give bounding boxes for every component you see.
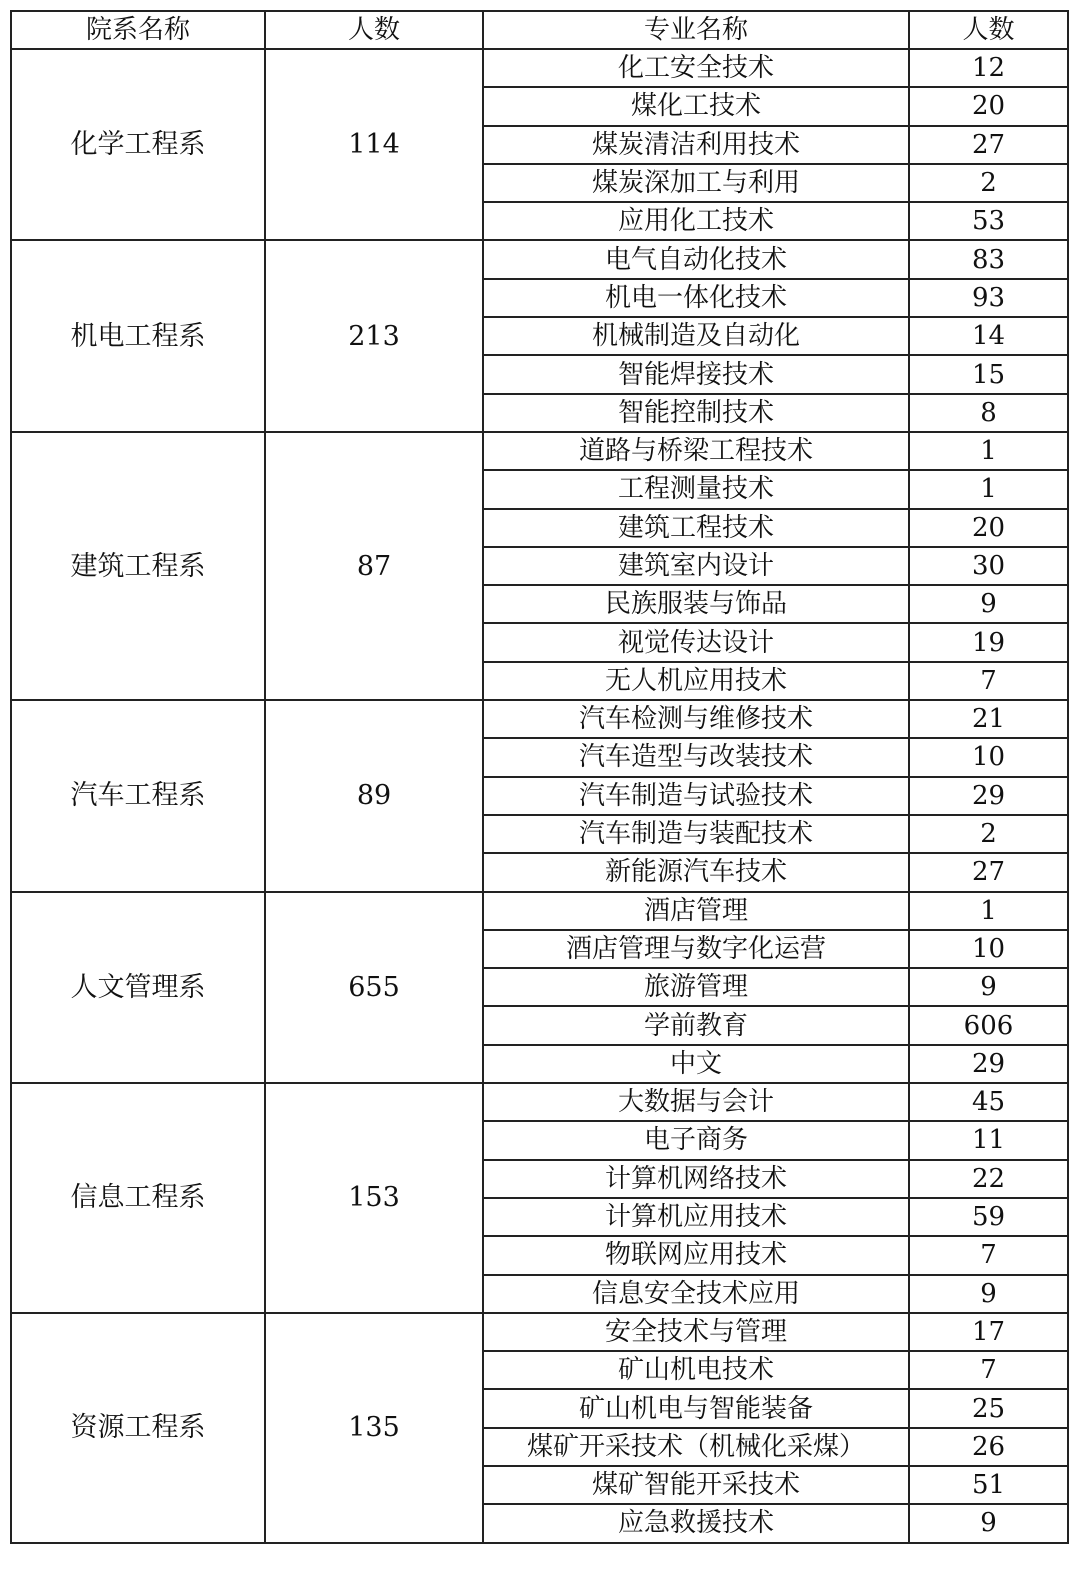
- header-major-name: 专业名称: [483, 11, 909, 49]
- major-name-cell: 学前教育: [483, 1006, 909, 1044]
- major-count-cell: 27: [909, 126, 1068, 164]
- major-count-cell: 9: [909, 1504, 1068, 1542]
- major-name-cell: 大数据与会计: [483, 1083, 909, 1121]
- major-count-cell: 1: [909, 432, 1068, 470]
- major-name-cell: 电气自动化技术: [483, 240, 909, 278]
- major-count-cell: 11: [909, 1121, 1068, 1159]
- header-department-name: 院系名称: [11, 11, 265, 49]
- major-name-cell: 煤化工技术: [483, 87, 909, 125]
- major-count-cell: 29: [909, 1045, 1068, 1083]
- major-count-cell: 20: [909, 509, 1068, 547]
- major-count-cell: 9: [909, 585, 1068, 623]
- department-count-cell: 114: [265, 49, 483, 240]
- major-name-cell: 计算机应用技术: [483, 1198, 909, 1236]
- department-name-cell: 机电工程系: [11, 240, 265, 431]
- major-count-cell: 25: [909, 1389, 1068, 1427]
- table-header: [11, 11, 1068, 49]
- table-row: [11, 240, 1068, 278]
- major-count-cell: 9: [909, 1275, 1068, 1313]
- major-name-cell: 酒店管理与数字化运营: [483, 930, 909, 968]
- header-row: [11, 11, 1068, 49]
- table-row: [11, 700, 1068, 738]
- major-name-cell: 信息安全技术应用: [483, 1275, 909, 1313]
- major-count-cell: 19: [909, 623, 1068, 661]
- major-count-cell: 83: [909, 240, 1068, 278]
- major-name-cell: 机电一体化技术: [483, 279, 909, 317]
- department-name-cell: 人文管理系: [11, 892, 265, 1083]
- major-name-cell: 汽车造型与改装技术: [483, 738, 909, 776]
- major-name-cell: 矿山机电与智能装备: [483, 1389, 909, 1427]
- major-name-cell: 酒店管理: [483, 892, 909, 930]
- major-count-cell: 53: [909, 202, 1068, 240]
- major-name-cell: 旅游管理: [483, 968, 909, 1006]
- major-name-cell: 智能控制技术: [483, 394, 909, 432]
- department-count-cell: 135: [265, 1313, 483, 1543]
- major-name-cell: 新能源汽车技术: [483, 853, 909, 891]
- major-name-cell: 建筑室内设计: [483, 547, 909, 585]
- major-name-cell: 化工安全技术: [483, 49, 909, 87]
- department-name-cell: 汽车工程系: [11, 700, 265, 891]
- major-count-cell: 12: [909, 49, 1068, 87]
- major-count-cell: 59: [909, 1198, 1068, 1236]
- major-name-cell: 安全技术与管理: [483, 1313, 909, 1351]
- major-count-cell: 1: [909, 892, 1068, 930]
- major-count-cell: 51: [909, 1466, 1068, 1504]
- major-count-cell: 8: [909, 394, 1068, 432]
- header-major-count: 人数: [909, 11, 1068, 49]
- major-count-cell: 606: [909, 1006, 1068, 1044]
- major-count-cell: 14: [909, 317, 1068, 355]
- major-count-cell: 17: [909, 1313, 1068, 1351]
- major-name-cell: 物联网应用技术: [483, 1236, 909, 1274]
- major-count-cell: 26: [909, 1428, 1068, 1466]
- enrollment-table: [10, 10, 1069, 1544]
- major-name-cell: 智能焊接技术: [483, 355, 909, 393]
- table-body: [11, 49, 1068, 1543]
- department-count-cell: 655: [265, 892, 483, 1083]
- major-count-cell: 45: [909, 1083, 1068, 1121]
- major-name-cell: 工程测量技术: [483, 470, 909, 508]
- major-name-cell: 煤炭清洁利用技术: [483, 126, 909, 164]
- major-name-cell: 无人机应用技术: [483, 662, 909, 700]
- major-name-cell: 应急救援技术: [483, 1504, 909, 1542]
- major-count-cell: 27: [909, 853, 1068, 891]
- department-count-cell: 89: [265, 700, 483, 891]
- major-count-cell: 7: [909, 1236, 1068, 1274]
- department-name-cell: 资源工程系: [11, 1313, 265, 1543]
- table-row: [11, 1083, 1068, 1121]
- department-count-cell: 213: [265, 240, 483, 431]
- major-name-cell: 建筑工程技术: [483, 509, 909, 547]
- major-name-cell: 煤矿智能开采技术: [483, 1466, 909, 1504]
- major-name-cell: 矿山机电技术: [483, 1351, 909, 1389]
- major-name-cell: 煤炭深加工与利用: [483, 164, 909, 202]
- major-name-cell: 民族服装与饰品: [483, 585, 909, 623]
- table-row: [11, 1313, 1068, 1351]
- major-name-cell: 汽车检测与维修技术: [483, 700, 909, 738]
- major-count-cell: 2: [909, 815, 1068, 853]
- major-name-cell: 电子商务: [483, 1121, 909, 1159]
- table-row: [11, 892, 1068, 930]
- department-name-cell: 建筑工程系: [11, 432, 265, 700]
- table-row: [11, 432, 1068, 470]
- major-count-cell: 10: [909, 738, 1068, 776]
- department-count-cell: 153: [265, 1083, 483, 1313]
- major-count-cell: 29: [909, 777, 1068, 815]
- major-count-cell: 7: [909, 662, 1068, 700]
- major-name-cell: 视觉传达设计: [483, 623, 909, 661]
- major-count-cell: 20: [909, 87, 1068, 125]
- major-name-cell: 汽车制造与装配技术: [483, 815, 909, 853]
- major-name-cell: 煤矿开采技术（机械化采煤）: [483, 1428, 909, 1466]
- major-name-cell: 应用化工技术: [483, 202, 909, 240]
- major-count-cell: 22: [909, 1160, 1068, 1198]
- major-name-cell: 道路与桥梁工程技术: [483, 432, 909, 470]
- major-count-cell: 7: [909, 1351, 1068, 1389]
- major-name-cell: 汽车制造与试验技术: [483, 777, 909, 815]
- header-department-count: 人数: [265, 11, 483, 49]
- major-count-cell: 15: [909, 355, 1068, 393]
- department-count-cell: 87: [265, 432, 483, 700]
- major-name-cell: 中文: [483, 1045, 909, 1083]
- table-row: [11, 49, 1068, 87]
- major-count-cell: 10: [909, 930, 1068, 968]
- major-name-cell: 计算机网络技术: [483, 1160, 909, 1198]
- major-count-cell: 30: [909, 547, 1068, 585]
- department-name-cell: 信息工程系: [11, 1083, 265, 1313]
- major-count-cell: 21: [909, 700, 1068, 738]
- major-name-cell: 机械制造及自动化: [483, 317, 909, 355]
- major-count-cell: 1: [909, 470, 1068, 508]
- major-count-cell: 2: [909, 164, 1068, 202]
- major-count-cell: 93: [909, 279, 1068, 317]
- major-count-cell: 9: [909, 968, 1068, 1006]
- department-name-cell: 化学工程系: [11, 49, 265, 240]
